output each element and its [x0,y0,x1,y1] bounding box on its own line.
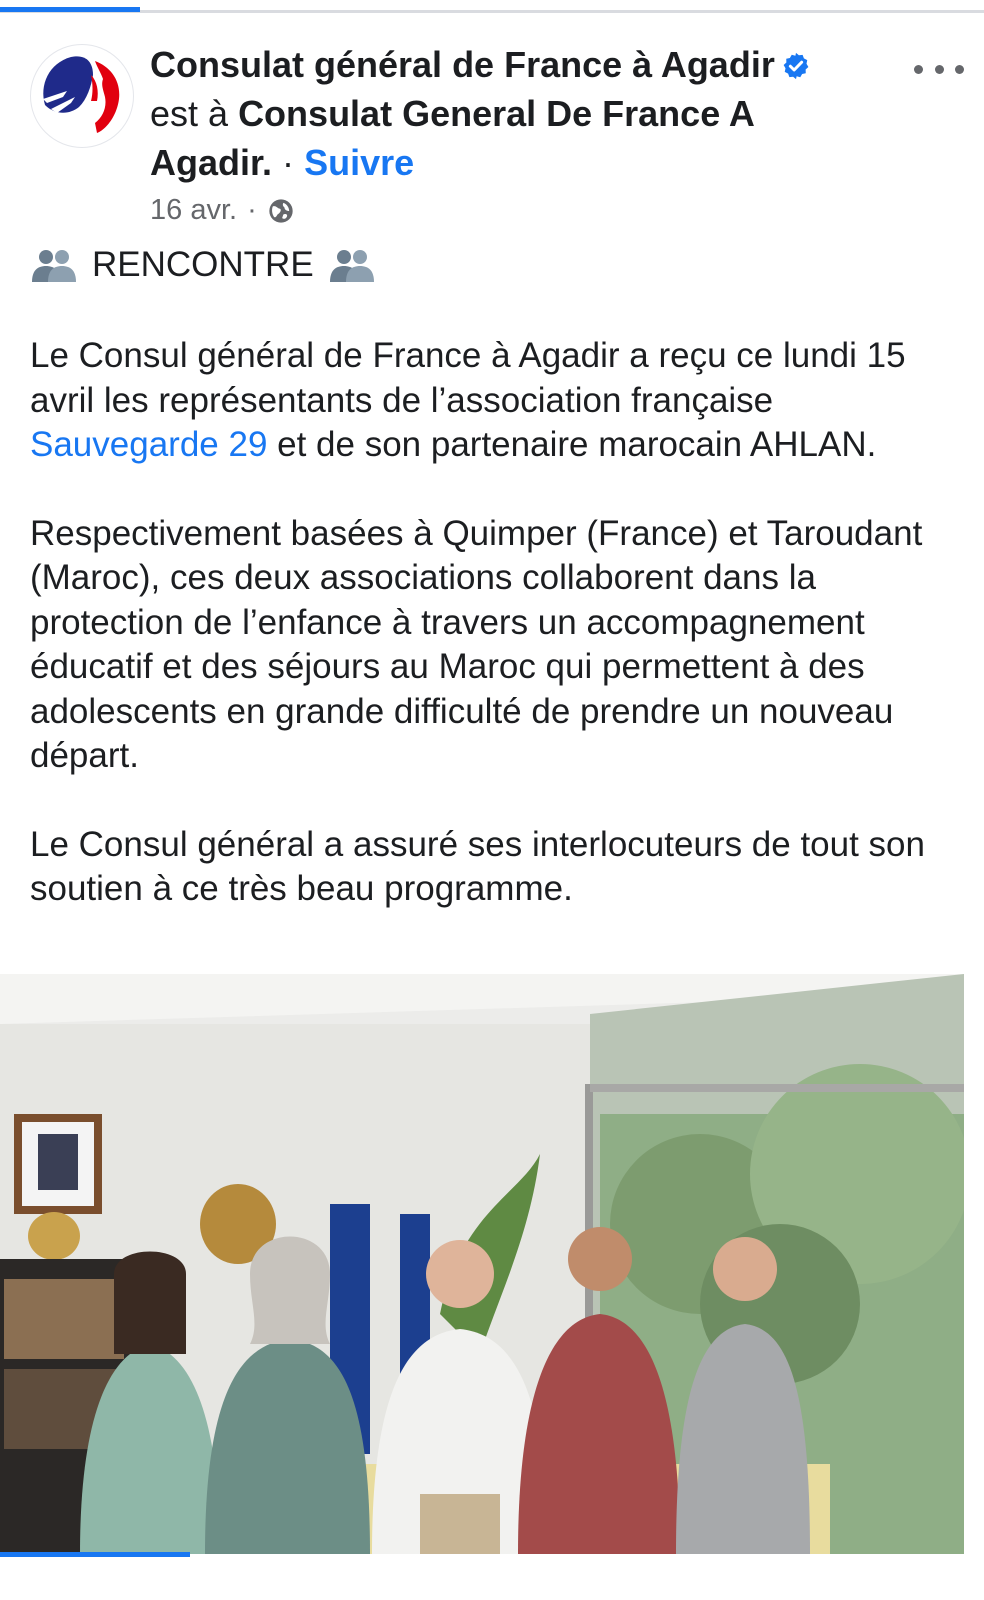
paragraph-1 [30,334,950,468]
verified-badge-icon [781,51,811,81]
follow-button[interactable]: Suivre [304,142,415,183]
post-heading: RENCONTRE [92,244,314,284]
post-heading-line [30,240,950,290]
post-meta [150,194,295,227]
post-text [30,240,950,912]
dot [935,65,944,74]
people-icon [30,248,78,282]
scroll-indicator [0,1552,190,1557]
tab-indicator-line [0,10,984,13]
post-photo[interactable] [0,974,964,1554]
dot [914,65,923,74]
avatar[interactable] [30,44,134,148]
follow-separator: · [282,142,295,183]
paragraph-1-tail: et de son partenaire marocain AHLAN. [267,425,877,464]
location-name[interactable]: Consulat General De France A Agadir. [150,93,754,183]
dot [955,65,964,74]
globe-icon [267,197,295,225]
paragraph-1-text: Le Consul général de France à Agadir a reçu ce lundi 15 avril les représentants de l’association française [30,336,906,420]
location-prefix: est à [150,93,229,134]
author-name[interactable]: Consulat général de France à Agadir [150,44,775,85]
post-date[interactable]: 16 avr. [150,194,238,226]
post-header [30,40,970,240]
more-options-icon[interactable] [914,54,964,84]
paragraph-3: Le Consul général a assuré ses interlocuteurs de tout son soutien à ce très beau programme. [30,824,925,908]
paragraph-2: Respectivement basées à Quimper (France) et Taroudant (Maroc), ces deux associations collaborent dans la protection de l’enfance à travers un accompagnement éducatif et des séjours au Maroc qui permettent à des adolescents en grande difficulté de prendre un nouveau départ. [30,513,923,775]
post-author-line [150,40,870,187]
marianne-logo [31,45,133,147]
meta-separator: · [247,194,257,226]
active-tab-indicator [0,7,140,12]
people-icon [328,248,376,282]
sauvegarde-link[interactable]: Sauvegarde 29 [30,425,268,464]
meeting-photo [0,974,964,1554]
